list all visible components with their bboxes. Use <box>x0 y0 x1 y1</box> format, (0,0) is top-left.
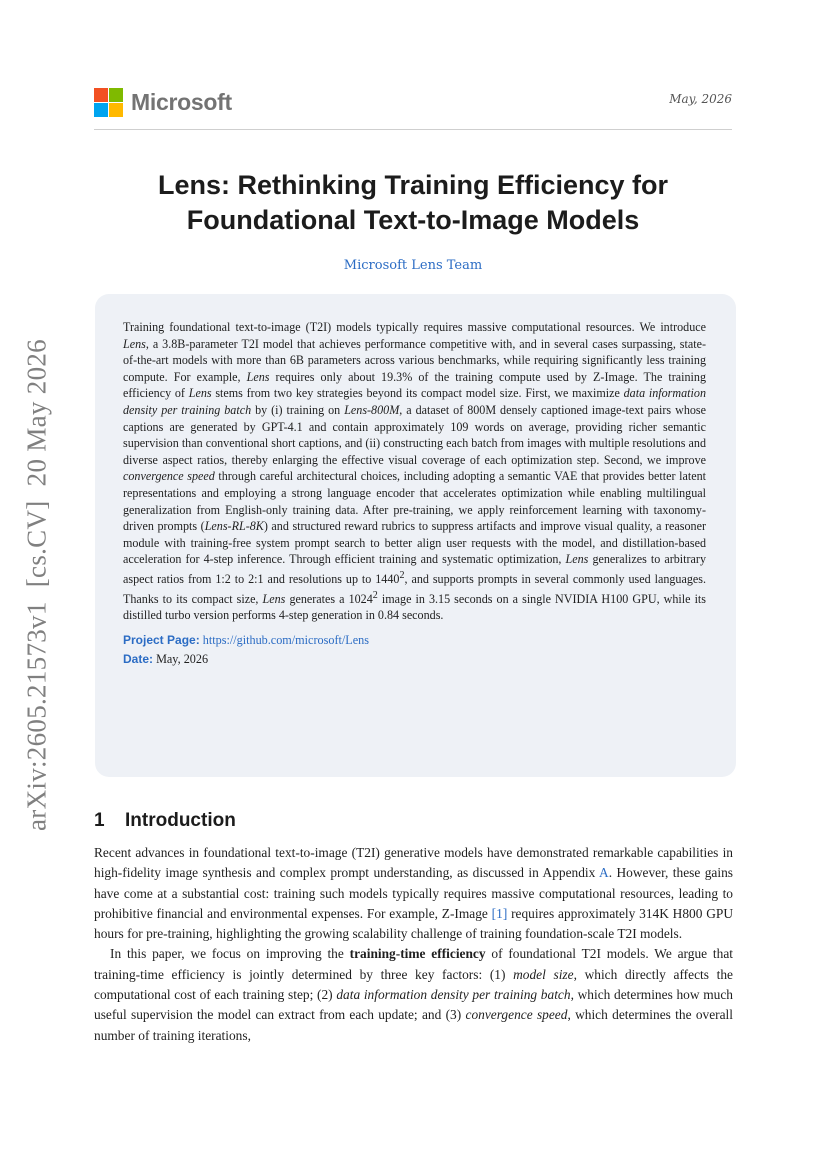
project-page-link[interactable]: https://github.com/microsoft/Lens <box>202 632 369 647</box>
intro-paragraph-2: In this paper, we focus on improving the training-time efficiency of foundational T2I models. We argue that training-time efficiency is jointly determined by three key factors: (1) model size, which directly affects the computational cost of each training step; (2) data information density per training batch, which determines how much useful supervision the model can extract from each update; and (3) convergence speed, which determines the overall number of training iterations, <box>94 946 734 1043</box>
paper-title <box>94 168 732 238</box>
appendix-link[interactable]: A <box>599 865 609 881</box>
author-line: Microsoft Lens Team <box>343 258 483 273</box>
logo-text: Microsoft <box>131 88 232 115</box>
project-page-label: Project Page: <box>123 632 200 647</box>
abstract-text: Training foundational text-to-image (T2I) models typically requires massive computational resources. We introduce Lens, a 3.8B-parameter T2I model that achieves performance competitive with, and in several cases surpassing, state-of-the-art models with more than 6B parameters across various benchmarks, while requiring significantly less training compute. For example, Lens requires only about 19.3% of the training compute used by Z-Image. The training efficiency of Lens stems from two key strategies beyond its compact model size. First, we maximize data information density per training batch by (i) training on Lens-800M, a dataset of 800M densely captioned image-text pairs whose captions are generated by GPT-4.1 and contain approximately 109 words on average, providing richer semantic supervision than conventional short captions, and (ii) constructing each batch from images with multiple resolutions and diverse aspect ratios, thereby enlarging the effective visual coverage of each optimization step. Second, we improve convergence speed through careful architectural choices, including adopting a semantic VAE that provides better latent representations and employing a strong language encoder that accelerates optimization while enabling multilingual generalization from English-only training data. After pre-training, we apply reinforcement learning with taxonomy-driven prompts (Lens-RL-8K) and structured reward rubrics to suppress artifacts and improve visual quality, a reasoner module with training-free system prompt search to better align user requests with the model, and distillation-based acceleration for 4-step inference. Through efficient training and systematic optimization, Lens generalizes to arbitrary aspect ratios from 1:2 to 2:1 and resolutions up to 1440$^2$, and supports prompts in several commonly used languages. Thanks to its compact size, Lens generates a 1024$^2$ image in 3.15 seconds on a single NVIDIA H100 GPU, while its distilled turbo version performs 4-step generation in 0.84 seconds. <box>123 320 706 623</box>
citation-link[interactable]: [1] <box>491 905 508 921</box>
date-line <box>123 650 706 669</box>
section-number: 1 <box>94 810 105 831</box>
introduction-body <box>94 843 733 1046</box>
date-value: May, 2026 <box>156 651 209 666</box>
section-title: Introduction <box>125 810 236 831</box>
project-page-line <box>123 631 706 650</box>
title-line-1: Lens: Rethinking Training Efficiency for <box>157 170 669 200</box>
abstract-box <box>95 294 736 777</box>
microsoft-logo <box>94 87 232 117</box>
microsoft-logo-icon <box>94 88 123 117</box>
section-heading-introduction <box>94 810 236 832</box>
header-date: May, 2026 <box>669 92 732 106</box>
arxiv-stamp-text: arXiv:2605.21573v1 [cs.CV] 20 May 2026 <box>21 339 52 831</box>
title-line-2: Foundational Text-to-Image Models <box>186 205 640 235</box>
date-label: Date: <box>123 651 154 666</box>
header-divider <box>94 129 732 130</box>
intro-paragraph-1: Recent advances in foundational text-to-image (T2I) generative models have demonstrated remarkable capabilities in high-fidelity image synthesis and complex prompt understanding, as discussed in Appendix A. However, these gains have come at a substantial cost: training such models typically requires massive computational resources, leading to prohibitive financial and environmental expenses. For example, Z-Image [1] requires approximately 314K H800 GPU hours for pre-training, highlighting the growing scalability challenge of training foundation-scale T2I models. <box>94 845 733 942</box>
